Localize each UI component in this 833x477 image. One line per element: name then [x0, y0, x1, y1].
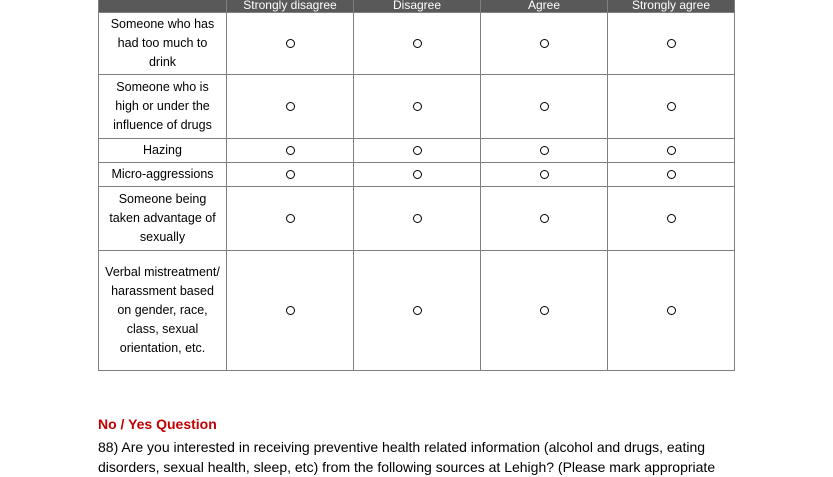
section-heading: No / Yes Question — [98, 416, 217, 432]
radio-button[interactable] — [286, 170, 295, 179]
table-row — [99, 13, 735, 75]
radio-button[interactable] — [540, 214, 549, 223]
radio-button[interactable] — [540, 306, 549, 315]
column-header-disagree: Disagree — [354, 0, 481, 13]
radio-button[interactable] — [413, 170, 422, 179]
radio-button[interactable] — [667, 170, 676, 179]
radio-button[interactable] — [286, 102, 295, 111]
radio-button[interactable] — [540, 170, 549, 179]
column-header-agree: Agree — [481, 0, 608, 13]
radio-button[interactable] — [540, 146, 549, 155]
row-label: Someone being taken advantage of sexually — [99, 187, 227, 251]
radio-button[interactable] — [413, 306, 422, 315]
radio-button[interactable] — [413, 146, 422, 155]
radio-button[interactable] — [667, 102, 676, 111]
radio-button[interactable] — [286, 39, 295, 48]
row-label: Verbal mistreatment/ harassment based on gender, race, class, sexual orientation, etc. — [99, 251, 227, 371]
radio-button[interactable] — [286, 214, 295, 223]
column-header-strongly-agree: Strongly agree — [608, 0, 735, 13]
radio-button[interactable] — [413, 39, 422, 48]
table-row — [99, 187, 735, 251]
row-label: Someone who is high or under the influence of drugs — [99, 75, 227, 139]
question-text: 88) Are you interested in receiving preventive health related information (alcohol and drugs, eating disorders, sexual health, sleep, etc) from the following sources at Lehigh? (Please mark appropriate — [98, 439, 716, 475]
radio-button[interactable] — [286, 306, 295, 315]
row-label: Someone who has had too much to drink — [99, 13, 227, 75]
table-row — [99, 139, 735, 163]
column-header-strongly-disagree: Strongly disagree — [227, 0, 354, 13]
radio-button[interactable] — [667, 39, 676, 48]
table-row — [99, 75, 735, 139]
header-row — [99, 0, 735, 13]
likert-table — [98, 0, 735, 371]
radio-button[interactable] — [286, 146, 295, 155]
radio-button[interactable] — [667, 146, 676, 155]
radio-button[interactable] — [667, 214, 676, 223]
radio-button[interactable] — [540, 39, 549, 48]
radio-button[interactable] — [413, 102, 422, 111]
radio-button[interactable] — [413, 214, 422, 223]
row-label: Micro-aggressions — [99, 163, 227, 187]
header-blank-cell — [99, 0, 227, 13]
table-row — [99, 251, 735, 371]
radio-button[interactable] — [540, 102, 549, 111]
row-label: Hazing — [99, 139, 227, 163]
radio-button[interactable] — [667, 306, 676, 315]
table-row — [99, 163, 735, 187]
